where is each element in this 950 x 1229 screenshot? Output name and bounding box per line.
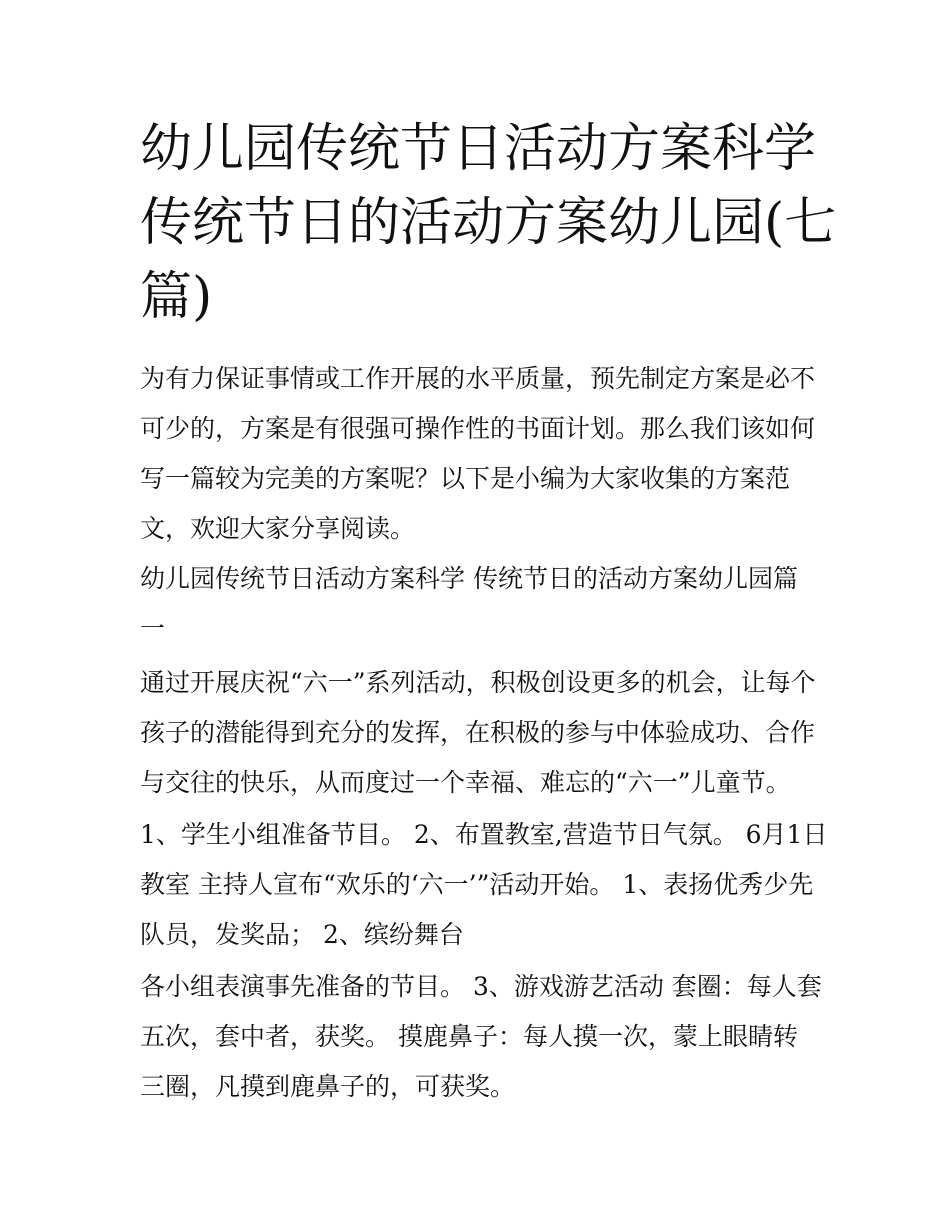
- paragraph-line: 队员，发奖品； 2、缤纷舞台: [140, 920, 464, 949]
- activity-steps-paragraph: [140, 810, 830, 960]
- paragraph-line: 五次，套中者，获奖。 摸鹿鼻子：每人摸一次，蒙上眼睛转: [140, 1022, 798, 1051]
- paragraph-line: 写一篇较为完美的方案呢？以下是小编为大家收集的方案范: [140, 464, 791, 493]
- title-line: 幼儿园传统节日活动方案科学: [140, 119, 817, 179]
- games-paragraph: [140, 962, 830, 1112]
- paragraph-line: 与交往的快乐，从而度过一个幸福、难忘的“六一”儿童节。: [140, 768, 791, 797]
- paragraph-line: 可少的，方案是有很强可操作性的书面计划。那么我们该如何: [140, 414, 816, 443]
- paragraph-line: 为有力保证事情或工作开展的水平质量，预先制定方案是必不: [140, 364, 816, 393]
- title-line: 传统节日的活动方案幼儿园(七: [140, 193, 837, 253]
- paragraph-line: 三圈，凡摸到鹿鼻子的，可获奖。: [140, 1072, 516, 1101]
- paragraph-line: 各小组表演事先准备的节目。 3、游戏游艺活动 套圈：每人套: [140, 972, 822, 1001]
- section-heading: [140, 554, 830, 654]
- document-title: [140, 112, 837, 334]
- paragraph-line: 1、学生小组准备节目。 2、布置教室,营造节日气氛。 6月1日: [140, 820, 828, 849]
- paragraph-line: 孩子的潜能得到充分的发挥，在积极的参与中体验成功、合作: [140, 718, 816, 747]
- title-line: 篇): [140, 267, 213, 327]
- activity-purpose-paragraph: [140, 658, 830, 808]
- intro-paragraph: [140, 354, 830, 554]
- paragraph-line: 通过开展庆祝“六一”系列活动，积极创设更多的机会，让每个: [140, 668, 816, 697]
- paragraph-line: 文，欢迎大家分享阅读。: [140, 514, 416, 543]
- paragraph-line: 教室 主持人宣布“欢乐的‘六一’”活动开始。 1、表扬优秀少先: [140, 870, 814, 899]
- paragraph-line: 幼儿园传统节日活动方案科学 传统节日的活动方案幼儿园篇: [140, 564, 798, 593]
- paragraph-line: 一: [140, 614, 166, 643]
